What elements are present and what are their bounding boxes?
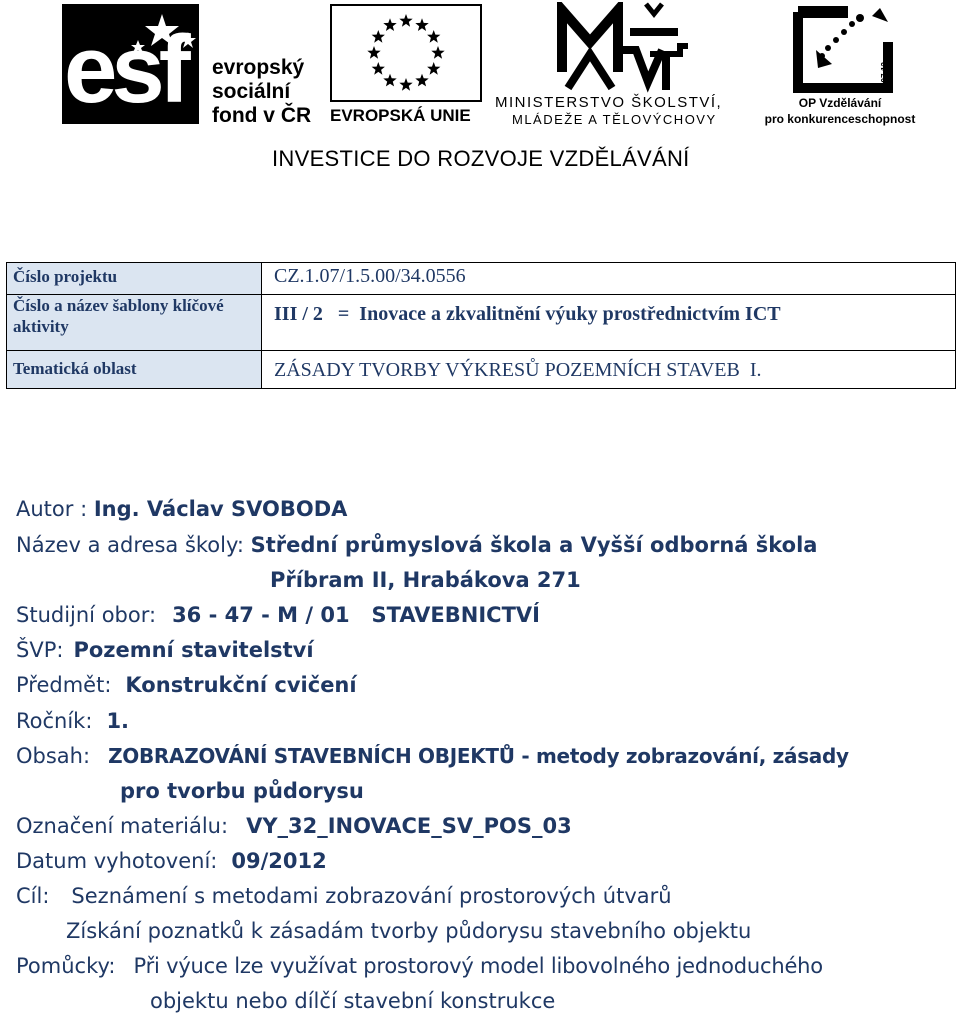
esf-line2: sociální — [212, 80, 291, 103]
table-row — [7, 295, 956, 351]
logo-bar — [0, 0, 960, 171]
esf-letters: esf — [64, 16, 185, 123]
eu-star-icon — [427, 62, 440, 75]
oznaceni-label: Označení materiálu: — [16, 814, 229, 838]
obor-line — [16, 598, 540, 632]
table-row — [7, 351, 956, 389]
obsah-value: ZOBRAZOVÁNÍ STAVEBNÍCH OBJEKTŮ - metody zobrazování, zásady — [108, 744, 849, 768]
pomucky-line — [16, 949, 823, 983]
msmt-mark-icon — [550, 2, 690, 94]
op-line1: OP Vzdělávání — [798, 96, 882, 110]
oznaceni-line — [16, 809, 572, 843]
pomucky-value: Při výuce lze využívat prostorový model libovolného jednoduchého — [133, 954, 823, 978]
skola-label: Název a adresa školy: — [16, 533, 251, 557]
skola-line2 — [270, 563, 581, 597]
skola-line — [16, 528, 817, 562]
datum-line — [16, 844, 327, 878]
svp-value: Pozemní stavitelství — [73, 638, 314, 662]
eu-logo — [330, 4, 482, 128]
table-row — [7, 263, 956, 295]
datum-label: Datum vyhotovení: — [16, 849, 218, 873]
eu-flag-icon — [330, 4, 482, 102]
eu-stars-icon — [332, 6, 480, 100]
obor-label: Studijní obor: — [16, 603, 157, 627]
eu-star-icon — [427, 30, 440, 43]
tematicka-oblast-value: ZÁSADY TVORBY VÝKRESŮ POZEMNÍCH STAVEB I. — [262, 351, 956, 389]
obsah-line2 — [120, 774, 364, 808]
cislo-projektu-value: CZ.1.07/1.5.00/34.0556 — [262, 263, 956, 295]
eu-star-icon — [399, 14, 412, 27]
pomucky-label: Pomůcky: — [16, 954, 116, 978]
op-line2: pro konkurenceschopnost — [764, 112, 916, 126]
eu-star-icon — [415, 74, 428, 87]
obsah-line — [16, 739, 849, 773]
obsah-label: Obsah: — [16, 744, 91, 768]
cil-value-cont: Získání poznatků k zásadám tvorby půdorysu stavebního objektu — [66, 919, 752, 943]
msmt-line2: MLÁDEŽE A TĚLOVÝCHOVY — [512, 112, 717, 127]
skola-value: Střední průmyslová škola a Vyšší odborná škola — [250, 533, 818, 557]
skola-address: Příbram II, Hrabákova 271 — [270, 568, 581, 592]
rocnik-label: Ročník: — [16, 709, 93, 733]
op-side-text: 2007-13 — [880, 62, 889, 92]
eu-label: EVROPSKÁ UNIE — [330, 106, 471, 125]
esf-text — [212, 56, 311, 128]
cil-value: Seznámení s metodami zobrazování prostorových útvarů — [71, 884, 672, 908]
msmt-logo — [490, 2, 755, 130]
eu-star-icon — [383, 18, 396, 31]
svp-label: ŠVP: — [16, 638, 64, 662]
msmt-line1: MINISTERSTVO ŠKOLSTVÍ, — [495, 94, 723, 111]
autor-value: Ing. Václav SVOBODA — [93, 497, 348, 521]
eu-star-icon — [383, 74, 396, 87]
cil-label: Cíl: — [16, 884, 50, 908]
investice-slogan: INVESTICE DO ROZVOJE VZDĚLÁVÁNÍ — [272, 146, 690, 171]
eu-star-icon — [372, 30, 385, 43]
eu-star-icon — [367, 46, 380, 59]
cislo-projektu-label: Číslo projektu — [7, 263, 262, 295]
sablona-value: III / 2 = Inovace a zkvalitnění výuky prostřednictvím ICT — [262, 295, 956, 351]
esf-logo — [62, 4, 324, 128]
eu-star-icon — [415, 18, 428, 31]
tematicka-oblast-label: Tematická oblast — [7, 351, 262, 389]
eu-star-icon — [372, 62, 385, 75]
obsah-value-cont: pro tvorbu půdorysu — [120, 779, 364, 803]
project-table — [6, 262, 956, 389]
datum-value: 09/2012 — [231, 849, 327, 873]
oznaceni-value: VY_32_INOVACE_SV_POS_03 — [246, 814, 572, 838]
eu-star-icon — [431, 46, 444, 59]
cil-line — [16, 879, 672, 913]
predmet-label: Předmět: — [16, 673, 112, 697]
rocnik-value: 1. — [106, 709, 130, 733]
autor-label: Autor : — [16, 497, 94, 521]
cil-line2 — [66, 914, 751, 948]
pomucky-line2 — [150, 984, 555, 1018]
eu-star-icon — [399, 78, 412, 91]
pomucky-value-cont: objektu nebo dílčí stavební konstrukce — [150, 989, 556, 1013]
predmet-line — [16, 668, 357, 702]
sablona-label: Číslo a název šablony klíčové aktivity — [7, 295, 262, 351]
obor-value: 36 - 47 - M / 01 STAVEBNICTVÍ — [172, 603, 540, 627]
esf-black-square — [62, 4, 199, 124]
rocnik-line — [16, 704, 129, 738]
esf-line1: evropský — [212, 56, 305, 79]
autor-line — [16, 492, 347, 526]
op-logo — [760, 2, 940, 130]
svp-line — [16, 633, 314, 667]
esf-line3: fond v ČR — [212, 104, 312, 127]
predmet-value: Konstrukční cvičení — [125, 673, 357, 697]
